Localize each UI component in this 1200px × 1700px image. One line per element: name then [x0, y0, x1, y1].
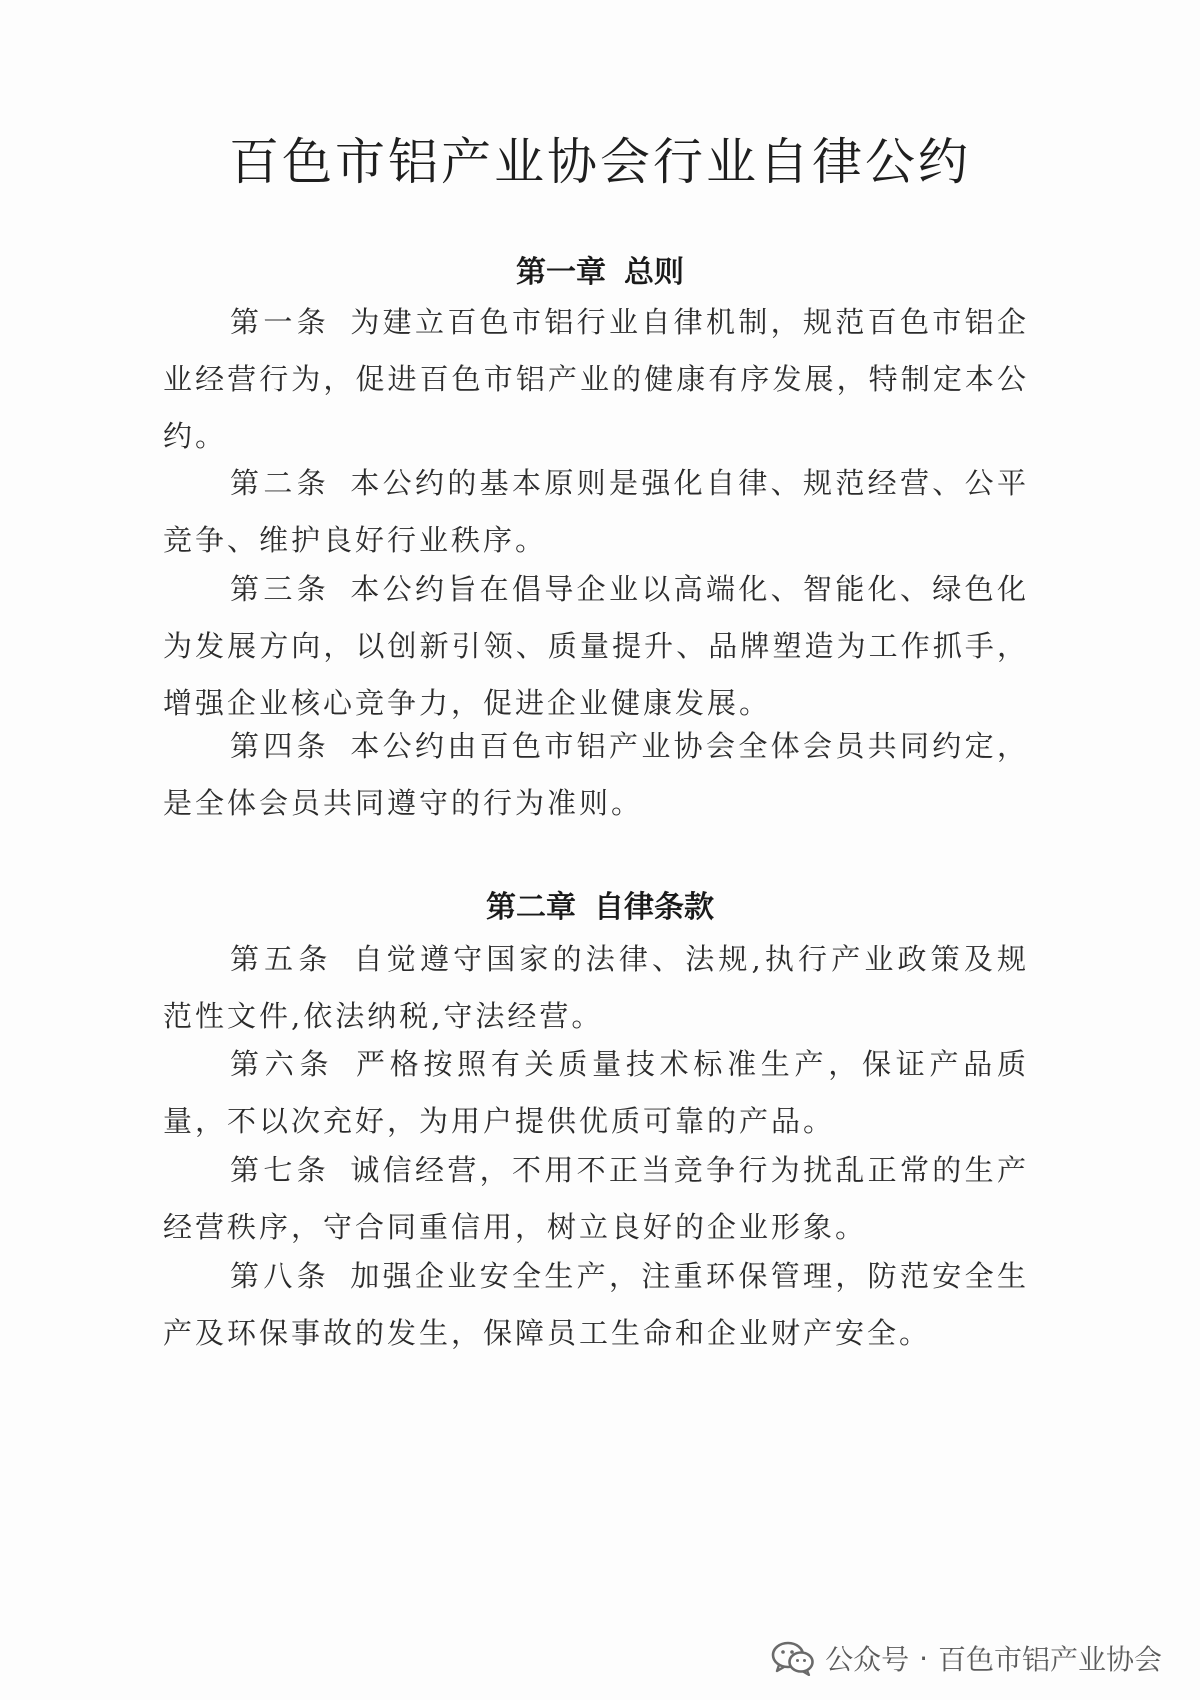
article-4-number: 第四条	[230, 729, 330, 763]
article-3-number: 第三条	[230, 572, 330, 606]
chapter-1-number: 第一章	[516, 255, 606, 290]
watermark-account: 百色市铝产业协会	[937, 1643, 1162, 1676]
article-6-number: 第六条	[230, 1047, 335, 1081]
article-1-text: 为建立百色市铝行业自律机制，规范百色市铝企业经营行为，促进百色市铝产业的健康有序发展，特制定本公约。	[163, 305, 1029, 453]
article-7-number: 第七条	[230, 1153, 330, 1187]
article-7-text: 诚信经营，不用不正当竞争行为扰乱正常的生产经营秩序，守合同重信用，树立良好的企业形象。	[163, 1153, 1029, 1244]
article-3-text: 本公约旨在倡导企业以高端化、智能化、绿色化为发展方向，以创新引领、质量提升、品牌塑造为工作抓手，增强企业核心竞争力，促进企业健康发展。	[163, 572, 1029, 720]
article-1-number: 第一条	[230, 305, 330, 339]
watermark-prefix: 公众号	[825, 1643, 910, 1676]
chapter-2-heading	[0, 882, 1200, 926]
article-8	[163, 1248, 1029, 1362]
article-4-text: 本公约由百色市铝产业协会全体会员共同约定，是全体会员共同遵守的行为准则。	[163, 729, 1029, 820]
article-8-number: 第八条	[230, 1259, 330, 1293]
article-6-text: 严格按照有关质量技术标准生产，保证产品质量，不以次充好，为用户提供优质可靠的产品。	[163, 1047, 1029, 1138]
wechat-icon	[771, 1640, 815, 1676]
watermark-separator: ·	[919, 1641, 928, 1675]
chapter-1-name: 总则	[624, 255, 684, 290]
article-6	[163, 1036, 1029, 1150]
article-3	[163, 561, 1029, 732]
document-title: 百色市铝产业协会行业自律公约	[229, 133, 971, 191]
article-7	[163, 1142, 1029, 1256]
article-5-text: 自觉遵守国家的法律、法规,执行产业政策及规范性文件,依法纳税,守法经营。	[163, 942, 1029, 1033]
chapter-2-name: 自律条款	[594, 890, 714, 925]
article-5	[163, 931, 1029, 1045]
wechat-watermark	[771, 1638, 1162, 1678]
chapter-1-heading	[0, 247, 1200, 291]
article-2-text: 本公约的基本原则是强化自律、规范经营、公平竞争、维护良好行业秩序。	[163, 466, 1029, 557]
article-1	[163, 294, 1029, 465]
article-5-number: 第五条	[230, 942, 333, 976]
article-2-number: 第二条	[230, 466, 330, 500]
chapter-2-number: 第二章	[486, 890, 576, 925]
article-4	[163, 718, 1029, 832]
article-8-text: 加强企业安全生产，注重环保管理，防范安全生产及环保事故的发生，保障员工生命和企业财产安全。	[163, 1259, 1029, 1350]
article-2	[163, 455, 1029, 569]
